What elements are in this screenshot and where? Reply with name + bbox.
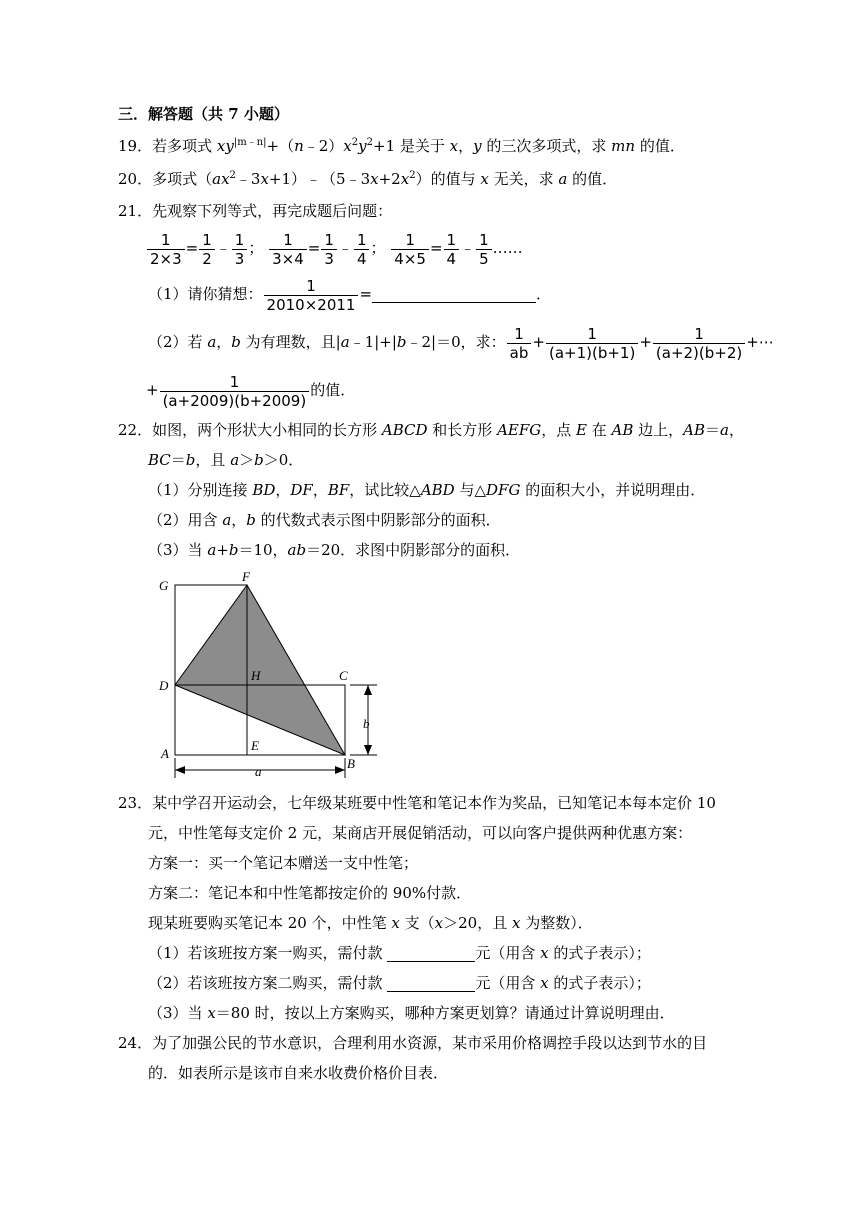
answer-blank xyxy=(387,947,475,962)
q22-part1: （1）分别连接 BD，DF，BF，试比较△ABD 与△DFG 的面积大小，并说明理由． xyxy=(148,481,706,499)
eq3-lhs: $\frac{1}{4\times 5}$ xyxy=(391,231,429,268)
label-g: G xyxy=(159,578,169,593)
question-22-line2: BC＝b，且 a＞b＞0． xyxy=(148,451,304,469)
q21-part2-cont: + $\frac{1}{(a+2009)(b+2009)}$ 的值． xyxy=(146,372,356,410)
label-d: D xyxy=(159,678,169,693)
question-20: 20．多项式$(ax^2﹣3x+1)﹣(5﹣3x+2x^2)$的值与 x 无关，求 a 的值． xyxy=(118,170,618,188)
label-a: A xyxy=(161,746,169,761)
label-e: E xyxy=(251,738,259,753)
question-23-line2: 元，中性笔每支定价 2 元，某商店开展促销活动，可以向客户提供两种优惠方案： xyxy=(148,824,693,842)
example-equations: $\frac{1}{2\times 3}$ = $\frac{1}{2}$ ﹣ $\frac{1}{3}$ ； $\frac{1}{3\times 4}$ = $\frac{1}{3}$ ﹣ $\frac{1}{4}$ ； $\frac{1}{4\times 5}$ = $\frac{1}{4}$ ﹣ $\frac{1}{5}$ …… xyxy=(146,228,523,268)
q22-part2: （2）用含 a，b 的代数式表示图中阴影部分的面积． xyxy=(148,511,501,529)
eq2-lhs: $\frac{1}{3\times 4}$ xyxy=(269,231,307,268)
label-h: H xyxy=(251,668,261,683)
question-21: 21．先观察下列等式，再完成题后问题： xyxy=(118,202,393,220)
question-23-line5: 现某班要购买笔记本 20 个，中性笔 x 支（x＞20，且 x 为整数）． xyxy=(148,914,593,932)
label-length-a: a xyxy=(255,764,262,779)
q23-part1: （1）若该班按方案一购买，需付款 元（用含 x 的式子表示）； xyxy=(148,944,651,962)
answer-blank xyxy=(387,977,475,992)
q23-part2: （2）若该班按方案二购买，需付款 元（用含 x 的式子表示）； xyxy=(148,974,651,992)
q21-part2: （2）若 a，b 为有理数，且|a﹣1|+|b﹣2|＝0，求： $\frac{1}{ab}$ + $\frac{1}{(a+1)(b+1)}$ + $\frac{1}{(a+2)(b+2)}$ +⋯ xyxy=(148,324,774,362)
geometry-figure xyxy=(155,570,395,785)
question-23: 23．某中学召开运动会，七年级某班要中性笔和笔记本作为奖品，已知笔记本每本定价 10 xyxy=(118,794,716,812)
q21-part1: （1）请你猜想： $\frac{1}{2010\times 2011}$ = ． xyxy=(148,276,552,314)
question-22: 22．如图，两个形状大小相同的长方形 ABCD 和长方形 AEFG，点 E 在 AB 边上，AB＝a， xyxy=(118,421,745,439)
question-24-line2: 的．如表所示是该市自来水收费价格价目表． xyxy=(148,1064,449,1082)
q23-part3: （3）当 x＝80 时，按以上方案购买，哪种方案更划算？请通过计算说明理由． xyxy=(148,1004,675,1022)
label-length-b: b xyxy=(363,716,370,731)
plan-one: 方案一：买一个笔记本赠送一支中性笔； xyxy=(148,854,419,872)
question-24: 24．为了加强公民的节水意识，合理利用水资源，某市采用价格调控手段以达到节水的目 xyxy=(118,1034,708,1052)
question-19: 19．若多项式 $xy^{|m﹣n|}+(n﹣2)x^2y^2+1$ 是关于 x，y 的三次多项式，求 mn 的值． xyxy=(118,137,685,155)
label-b: B xyxy=(347,756,355,771)
plan-two: 方案二：笔记本和中性笔都按定价的 90%付款． xyxy=(148,884,472,902)
q22-part3: （3）当 a+b＝10，ab＝20．求图中阴影部分的面积． xyxy=(148,541,521,559)
label-f: F xyxy=(242,570,250,584)
label-c: C xyxy=(339,668,348,683)
section-title: 三．解答题（共 7 小题） xyxy=(118,105,289,123)
answer-blank xyxy=(372,288,536,303)
eq1-lhs: $\frac{1}{2\times 3}$ xyxy=(147,231,185,268)
